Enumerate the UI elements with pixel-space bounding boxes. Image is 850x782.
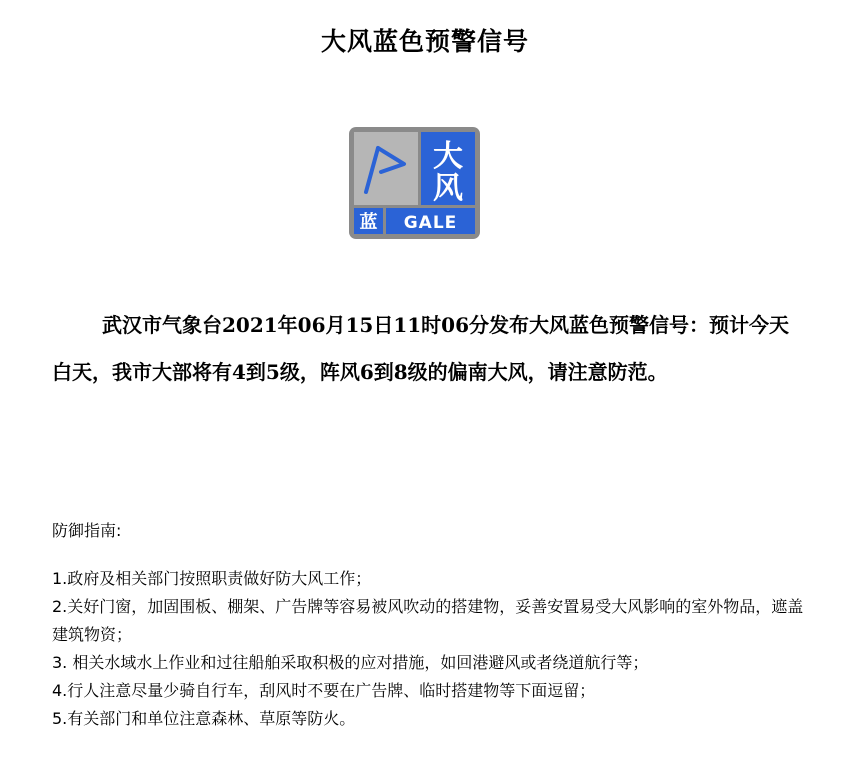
icon-char-top: 大 bbox=[433, 139, 463, 174]
gale-blue-warning-icon bbox=[348, 126, 481, 240]
guide-item-3: 3. 相关水域水上作业和过往船舶采取积极的应对措施，如回港避风或者绕道航行等； bbox=[52, 653, 649, 672]
icon-char-bottom: 风 bbox=[433, 171, 463, 206]
page-title: 大风蓝色预警信号 bbox=[320, 27, 529, 56]
guide-item-5: 5.有关部门和单位注意森林、草原等防火。 bbox=[52, 709, 356, 728]
guide-list bbox=[52, 565, 812, 733]
guide-item-4: 4.行人注意尽量少骑自行车，刮风时不要在广告牌、临时搭建物等下面逗留； bbox=[52, 681, 596, 700]
icon-level-char: 蓝 bbox=[359, 212, 378, 233]
guide-item-2: 2.关好门窗，加固围板、棚架、广告牌等容易被风吹动的搭建物，妥善安置易受大风影响的室外物品，遮盖建筑物资； bbox=[52, 597, 804, 644]
guide-item-1: 1.政府及相关部门按照职责做好防大风工作； bbox=[52, 569, 372, 588]
guide-title: 防御指南: bbox=[52, 521, 122, 540]
defense-guide bbox=[52, 517, 812, 733]
icon-label: GALE bbox=[403, 213, 458, 233]
warning-announcement: 武汉市气象台2021年06月15日11时06分发布大风蓝色预警信号：预计今天白天，我市大部将有4到5级，阵风6到8级的偏南大风，请注意防范。 bbox=[52, 313, 789, 384]
